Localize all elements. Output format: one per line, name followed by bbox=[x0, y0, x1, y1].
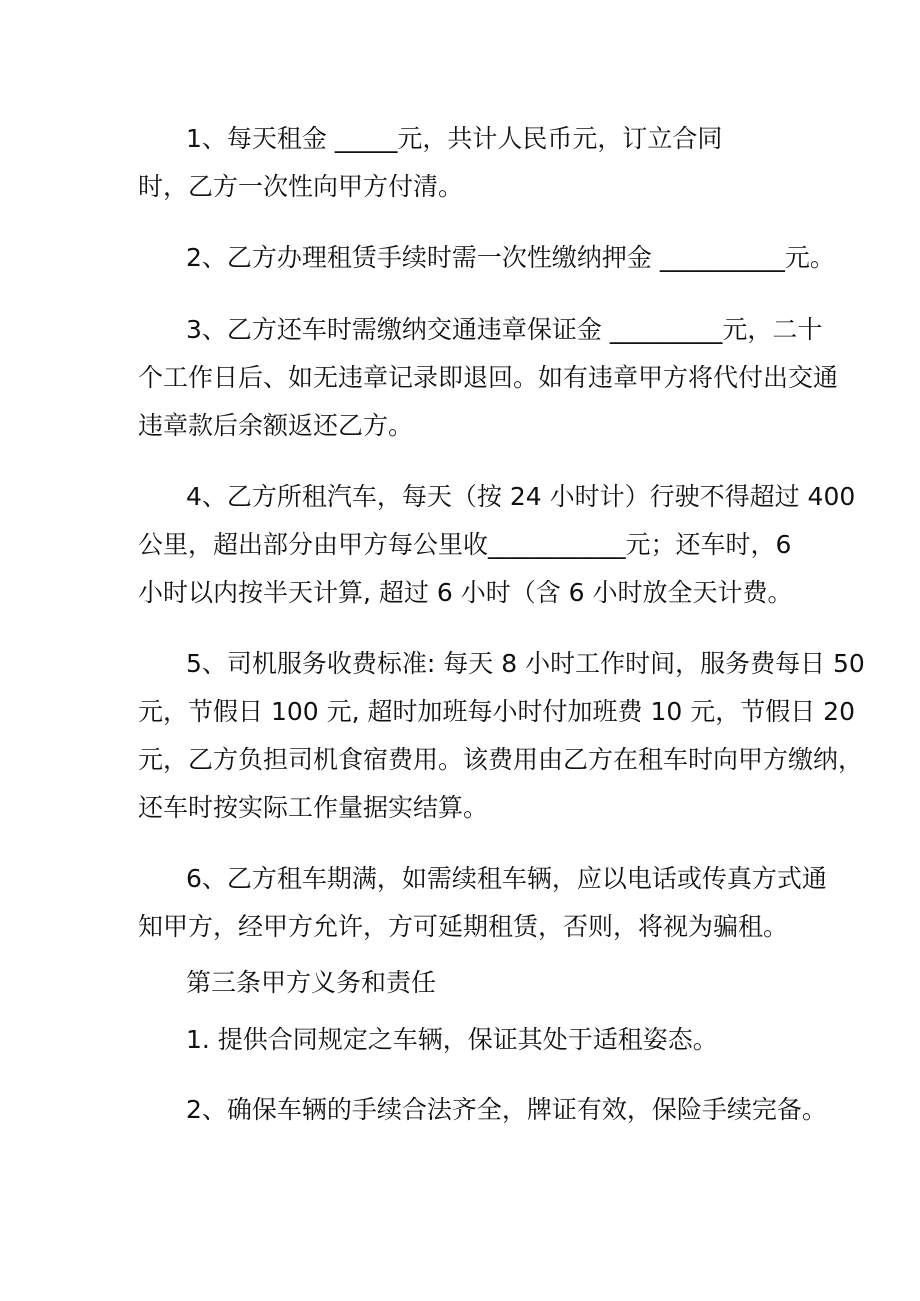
clause-4-line-1: 4、乙方所租汽车，每天（按 24 小时计）行驶不得超过 400 bbox=[186, 482, 856, 511]
clause-5-line-4: 还车时按实际工作量据实结算。 bbox=[138, 793, 489, 822]
clause-4-line-2: 公里，超出部分由甲方每公里收___________元；还车时，6 bbox=[138, 530, 792, 559]
clause-5-line-3: 元，乙方负担司机食宿费用。该费用由乙方在租车时向甲方缴纳， bbox=[138, 745, 864, 774]
clause-5-line-2: 元，节假日 100 元, 超时加班每小时付加班费 10 元，节假日 20 bbox=[138, 697, 855, 726]
clause-3-line-3: 违章款后余额返还乙方。 bbox=[138, 411, 414, 440]
clause-4-line-3: 小时以内按半天计算, 超过 6 小时（含 6 小时放全天计费。 bbox=[138, 578, 793, 607]
clause-2-line-1: 2、乙方办理租赁手续时需一次性缴纳押金 __________元。 bbox=[186, 243, 835, 272]
clause-3-line-1: 3、乙方还车时需缴纳交通违章保证金 _________元，二十 bbox=[186, 315, 823, 344]
clause-1-line-2: 时，乙方一次性向甲方付清。 bbox=[138, 172, 464, 201]
article-3-item-1: 1. 提供合同规定之车辆，保证其处于适租姿态。 bbox=[186, 1025, 718, 1054]
clause-6-line-1: 6、乙方租车期满，如需续租车辆，应以电话或传真方式通 bbox=[186, 864, 827, 893]
clause-6-line-2: 知甲方，经甲方允许，方可延期租赁，否则，将视为骗租。 bbox=[138, 912, 789, 941]
clause-3-line-2: 个工作日后、如无违章记录即退回。如有违章甲方将代付出交通 bbox=[138, 363, 839, 392]
article-3-item-2: 2、确保车辆的手续合法齐全，牌证有效，保险手续完备。 bbox=[186, 1095, 827, 1124]
clause-5-line-1: 5、司机服务收费标准: 每天 8 小时工作时间，服务费每日 50 bbox=[186, 649, 865, 678]
clause-1-line-1: 1、每天租金 _____元，共计人民币元，订立合同 bbox=[186, 124, 723, 153]
article-3-heading: 第三条甲方义务和责任 bbox=[186, 968, 437, 997]
